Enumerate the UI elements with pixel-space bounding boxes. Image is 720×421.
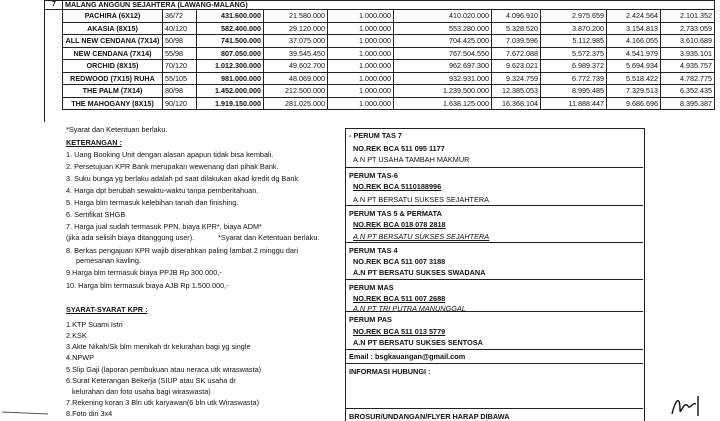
- table-cell-ratio: 40/120: [163, 22, 197, 35]
- note-item: 8. Berkas pengajuan KPR wajib diserahkan paling lambat 2 minggu dari: [66, 246, 299, 255]
- table-cell-kpr: 704.425.000: [394, 35, 492, 48]
- table-left-border: [44, 0, 45, 122]
- table-cell-c3: 9.686.696: [607, 97, 661, 110]
- table-cell-c4: 6.352.435: [661, 85, 715, 98]
- bank-box-mas: [345, 279, 643, 313]
- table-row: [63, 60, 715, 73]
- bank-title: - PERUM TAS 7: [349, 131, 402, 140]
- table-cell-price: 1.012.300.000: [197, 60, 264, 73]
- bank-account-number: NO.REK BCA 5110188996: [353, 182, 442, 191]
- brochure-note: BROSUR/UNDANGAN/FLYER HARAP DIBAWA: [349, 412, 510, 421]
- table-cell-ratio: 90/120: [163, 97, 197, 110]
- table-cell-c4: 3.935.101: [661, 47, 715, 60]
- requirements-heading: SYARAT-SYARAT KPR :: [66, 305, 148, 314]
- table-cell-price: 981.000.000: [197, 72, 264, 85]
- requirement-item: 3.Akte Nikah/Sk blm menikah dr kelurahan bagi yg single: [66, 342, 251, 351]
- note-item: 9.Harga blm termasuk biaya PPJB Rp 300.000,-: [66, 268, 222, 277]
- table-cell-c3: 2.424.564: [607, 10, 661, 23]
- bank-title: PERUM TAS-6: [349, 171, 398, 180]
- table-cell-c1: 7.039.596: [492, 35, 541, 48]
- table-row: [63, 72, 715, 85]
- table-row: [63, 10, 715, 23]
- bank-title: PERUM TAS 5 & PERMATA: [349, 209, 442, 218]
- brochure-box: [345, 408, 643, 421]
- table-section-header: [63, 1, 715, 10]
- table-cell-booking: 1.000.000: [328, 22, 394, 35]
- table-cell-kpr: 553.280.000: [394, 22, 492, 35]
- section-number: 7: [44, 0, 63, 10]
- bank-title: PERUM PAS: [349, 315, 392, 324]
- table-cell-c3: 4.166.055: [607, 35, 661, 48]
- table-cell-ratio: 55/98: [163, 47, 197, 60]
- note-item: 2. Persetujuan KPR Bank merupakan wewenang dari pihak Bank.: [66, 162, 279, 171]
- table-cell-ratio: 70/120: [163, 60, 197, 73]
- table-cell-kpr: 932.931.000: [394, 72, 492, 85]
- email-box: [345, 349, 643, 361]
- bank-account-name: A.N PT BERSATU SUKSES SEJAHTERA: [353, 232, 490, 241]
- bank-box-pas: [345, 311, 643, 347]
- info-title: INFORMASI HUBUNGI :: [349, 367, 431, 376]
- table-cell-kpr: 1.239.500.000: [394, 85, 492, 98]
- table-body: [63, 10, 715, 110]
- requirement-item: 5.Slip Gaji (laporan pembukuan atau neraca utk wiraswasta): [66, 365, 262, 374]
- note-item: 3. Suku bunga yg berlaku adalah pd saat dilakukan akad kredit dg Bank.: [66, 174, 301, 183]
- table-cell-c2: 2.975.659: [541, 10, 607, 23]
- bank-box-tas4: [345, 242, 643, 277]
- bank-account-name: A.N PT BERSATU SUKSES SWADANA: [353, 268, 486, 277]
- note-item: 5. Harga blm termasuk kelebihan tanah dan finishing.: [66, 198, 239, 207]
- bank-account-number: NO.REK BCA 511 095 1177: [353, 144, 445, 153]
- table-cell-booking: 1.000.000: [328, 47, 394, 60]
- table-cell-c1: 9.623.021: [492, 60, 541, 73]
- table-cell-price: 431.600.000: [197, 10, 264, 23]
- disclaimer: *Syarat dan Ketentuan berlaku.: [66, 125, 168, 134]
- table-row: [63, 97, 715, 110]
- note-item: 4. Harga dpt berubah sewaktu-waktu tanpa pemberitahuan.: [66, 186, 259, 195]
- bank-account-number: NO.REK BCA 511 013 5779: [353, 327, 446, 336]
- table-cell-price: 741.500.000: [197, 35, 264, 48]
- table-cell-ratio: 80/98: [163, 85, 197, 98]
- table-cell-price: 807.050.000: [197, 47, 264, 60]
- table-cell-c1: 9.324.759: [492, 72, 541, 85]
- table-cell-c3: 5.518.422: [607, 72, 661, 85]
- table-cell-kpr: 767.504.550: [394, 47, 492, 60]
- table-cell-c2: 11.888.447: [541, 97, 607, 110]
- table-cell-booking: 1.000.000: [328, 60, 394, 73]
- bank-account-number: NO.REK BCA 511 007 2688: [353, 294, 446, 303]
- table-cell-ratio: 36/72: [163, 10, 197, 23]
- table-cell-c2: 8.995.485: [541, 85, 607, 98]
- table-cell-c2: 6.772.739: [541, 72, 607, 85]
- table-cell-booking: 1.000.000: [328, 10, 394, 23]
- bank-box-tas5: [345, 205, 643, 241]
- bank-title: PERUM MAS: [349, 283, 394, 292]
- table-cell-dp-min: 29.120.000: [264, 22, 328, 35]
- table-cell-c2: 3.870.200: [541, 22, 607, 35]
- table-cell-ratio: 50/98: [163, 35, 197, 48]
- table-cell-c1: 16.368.104: [492, 97, 541, 110]
- bank-account-name: A.N PT TRI PUTRA MANUNGGAL: [353, 304, 466, 313]
- requirement-item: 1.KTP Suami Istri: [66, 320, 123, 329]
- table-cell-price: 582.400.000: [197, 22, 264, 35]
- note-item: 1. Uang Booking Unit dengan alasan apapun tidak bisa kembali.: [66, 150, 274, 159]
- table-cell-name: THE MAHOGANY (8X15): [63, 97, 163, 110]
- table-cell-c3: 5.694.934: [607, 60, 661, 73]
- bank-account-name: A.N PT BERSATU SUKSES SENTOSA: [353, 338, 483, 347]
- contact-email: Email : bsgkauangan@gmail.com: [349, 352, 466, 361]
- table-cell-c3: 7.329.513: [607, 85, 661, 98]
- table-cell-name: ORCHID (8X15): [63, 60, 163, 73]
- table-cell-dp-min: 39.545.450: [264, 47, 328, 60]
- info-box: [345, 363, 643, 376]
- bank-title: PERUM TAS 4: [349, 246, 398, 255]
- note-item: 6. Sertifikat SHGB: [66, 210, 126, 219]
- table-cell-dp-min: 212.500.000: [264, 85, 328, 98]
- table-cell-c2: 6.989.372: [541, 60, 607, 73]
- table-cell-booking: 1.000.000: [328, 97, 394, 110]
- table-cell-c4: 4.935.757: [661, 60, 715, 73]
- table-row: [63, 47, 715, 60]
- table-cell-booking: 1.000.000: [328, 72, 394, 85]
- table-cell-kpr: 410.020.000: [394, 10, 492, 23]
- table-cell-c4: 4.782.775: [661, 72, 715, 85]
- requirement-item: 6.Surat Keterangan Bekerja (SIUP atau SK usaha dr: [66, 376, 236, 385]
- table-cell-name: PACHIRA (6X12): [63, 10, 163, 23]
- table-cell-c1: 4.096.910: [492, 10, 541, 23]
- table-row: [63, 35, 715, 48]
- table-cell-dp-min: 281.025.000: [264, 97, 328, 110]
- price-table: [62, 0, 715, 110]
- table-cell-c4: 8.395.387: [661, 97, 715, 110]
- table-row: [63, 85, 715, 98]
- table-cell-c3: 3.154.813: [607, 22, 661, 35]
- requirement-item: kelurahan dan foto usaha bagi wiraswasta): [72, 387, 211, 396]
- note-item: (jika ada selisih biaya ditanggung user).: [66, 233, 195, 242]
- note-item: pemesanan kavling.: [76, 256, 141, 265]
- bank-account-name: A.N PT USAHA TAMBAH MAKMUR: [353, 155, 470, 164]
- requirement-item: 4.NPWP: [66, 353, 94, 362]
- table-cell-dp-min: 49.602.700: [264, 60, 328, 73]
- note-item: 7. Harga jual sudah termasuk PPN, biaya KPR*, biaya ADM*: [66, 222, 262, 231]
- signature: [668, 392, 712, 418]
- table-cell-price: 1.452.000.000: [197, 85, 264, 98]
- table-cell-c1: 5.328.520: [492, 22, 541, 35]
- notes-heading: KETERANGAN :: [66, 138, 122, 147]
- table-cell-c2: 5.112.985: [541, 35, 607, 48]
- table-cell-booking: 1.000.000: [328, 35, 394, 48]
- note-item: 10. Harga blm termasuk biaya AJB Rp 1.500.000,-: [66, 281, 229, 290]
- table-cell-dp-min: 48.069.000: [264, 72, 328, 85]
- table-row: [63, 22, 715, 35]
- table-cell-c4: 2.733.059: [661, 22, 715, 35]
- table-cell-c3: 4.541.979: [607, 47, 661, 60]
- table-cell-c4: 2.101.352: [661, 10, 715, 23]
- table-cell-ratio: 55/105: [163, 72, 197, 85]
- table-cell-dp-min: 37.075.000: [264, 35, 328, 48]
- requirement-item: 7.Rekening koran 3 Bln utk karyawan(6 bln utk Wiraswasta): [66, 398, 260, 407]
- table-cell-name: AKASIA (8X15): [63, 22, 163, 35]
- requirement-item: 2.KSK: [66, 331, 87, 340]
- bank-account-number: NO.REK BCA 511 007 3188: [353, 257, 446, 266]
- scan-mark: [0, 396, 50, 416]
- table-cell-kpr: 1.638.125.000: [394, 97, 492, 110]
- table-cell-kpr: 962.697.300: [394, 60, 492, 73]
- table-cell-price: 1.919.150.000: [197, 97, 264, 110]
- table-cell-dp-min: 21.580.000: [264, 10, 328, 23]
- table-cell-name: ALL NEW CENDANA (7X14): [63, 35, 163, 48]
- bank-box-tas6: [345, 167, 643, 204]
- section-title: MALANG ANGGUN SEJAHTERA (LAWANG-MALANG): [63, 1, 715, 10]
- table-cell-name: REDWOOD (7X15) RUHA: [63, 72, 163, 85]
- table-cell-c1: 12.385.053: [492, 85, 541, 98]
- table-cell-name: NEW CENDANA (7X14): [63, 47, 163, 60]
- table-cell-c2: 5.572.375: [541, 47, 607, 60]
- bank-account-number: NO.REK BCA 018 078 2818: [353, 220, 446, 229]
- requirement-item: 8.Foto diri 3x4: [66, 409, 113, 418]
- table-cell-name: THE PALM (7X14): [63, 85, 163, 98]
- note-item: *Syarat dan Ketentuan berlaku.: [218, 233, 320, 242]
- table-cell-c1: 7.672.088: [492, 47, 541, 60]
- bank-account-name: A.N PT BERSATU SUKSES SEJAHTERA: [353, 195, 489, 204]
- table-cell-c4: 3.610.689: [661, 35, 715, 48]
- table-cell-booking: 1.000.000: [328, 85, 394, 98]
